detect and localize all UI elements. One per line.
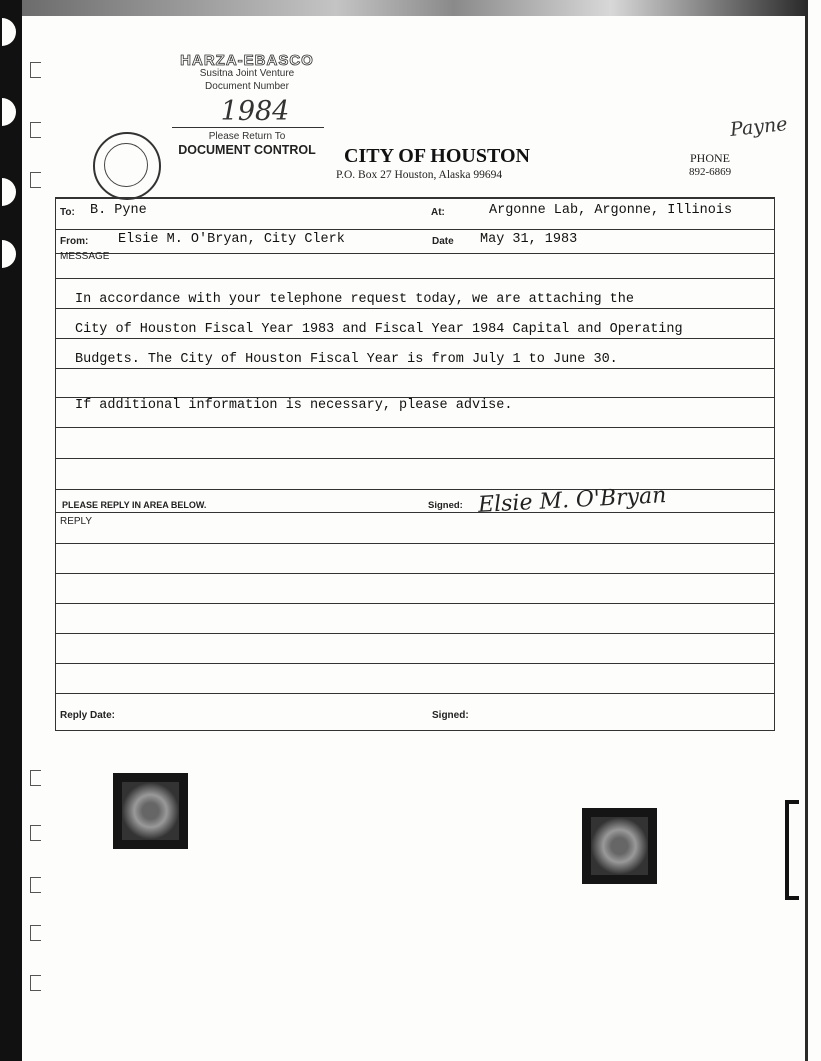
form-stub [30, 877, 41, 893]
reply-signed-label: Signed: [432, 710, 469, 721]
handwritten-doc-number: 1984 [220, 96, 290, 127]
line-rule [55, 338, 775, 339]
form-stub [30, 172, 41, 188]
handwritten-name: Payne [729, 113, 789, 141]
return-to-label: Please Return To [208, 131, 286, 142]
message-rule [55, 278, 775, 279]
binder-edge [0, 0, 22, 1061]
date-label: Date [432, 236, 454, 247]
reply-line-rule [55, 663, 775, 664]
reply-section-rule [55, 512, 775, 513]
phone-label: PHONE [690, 151, 731, 165]
line-rule [55, 489, 775, 490]
from-value: Elsie M. O'Bryan, City Clerk [118, 232, 345, 247]
form-stub [30, 62, 41, 78]
scan-speck [113, 773, 188, 849]
reply-date-label: Reply Date: [60, 710, 116, 721]
reply-line-rule [55, 603, 775, 604]
form-stub [30, 925, 41, 941]
reply-line-rule [55, 573, 775, 574]
scan-right-edge [805, 0, 808, 1061]
reply-line-rule [55, 543, 775, 544]
form-stub [30, 770, 41, 786]
form-stub [30, 122, 41, 138]
form-stub [30, 975, 41, 991]
message-line-4: If additional information is necessary, please advise. [75, 398, 513, 413]
reply-line-rule [55, 693, 775, 694]
message-label: MESSAGE [60, 251, 110, 262]
to-label: To: [60, 207, 75, 218]
scan-top-band [22, 0, 807, 16]
reply-label: REPLY [60, 516, 93, 527]
line-rule [55, 458, 775, 459]
city-name: CITY OF HOUSTON [344, 145, 530, 167]
doc-number-label: Document Number [205, 81, 289, 92]
document-control-label: DOCUMENT CONTROL [178, 143, 316, 157]
message-line-2: City of Houston Fiscal Year 1983 and Fiscal Year 1984 Capital and Operating [75, 322, 683, 337]
message-line-1: In accordance with your telephone request today, we are attaching the [75, 292, 634, 307]
from-row-rule [55, 253, 775, 254]
line-rule [55, 368, 775, 369]
form-bottom-rule [55, 730, 775, 731]
doc-number-rule [172, 127, 324, 128]
city-seal [93, 132, 161, 200]
line-rule [55, 427, 775, 428]
harza-ebasco-logo: HARZA-EBASCO [180, 52, 314, 69]
phone-number: 892-6869 [689, 166, 732, 178]
signed-label: Signed: [428, 500, 463, 511]
reply-instruction: PLEASE REPLY IN AREA BELOW. [62, 500, 207, 510]
line-rule [55, 308, 775, 309]
at-label: At: [431, 207, 445, 218]
scan-speck [582, 808, 657, 884]
message-line-3: Budgets. The City of Houston Fiscal Year is from July 1 to June 30. [75, 352, 618, 367]
joint-venture-text: Susitna Joint Venture [199, 68, 295, 79]
to-row-rule [55, 229, 775, 230]
signature: Elsie M. O'Bryan [477, 483, 667, 518]
city-address: P.O. Box 27 Houston, Alaska 99694 [336, 169, 503, 181]
form-top-rule [55, 197, 775, 199]
reply-line-rule [55, 633, 775, 634]
to-value: B. Pyne [90, 203, 147, 218]
form-stub [30, 825, 41, 841]
date-value: May 31, 1983 [480, 232, 578, 247]
from-label: From: [60, 236, 89, 247]
bracket-mark [785, 800, 799, 900]
at-value: Argonne Lab, Argonne, Illinois [489, 203, 733, 218]
